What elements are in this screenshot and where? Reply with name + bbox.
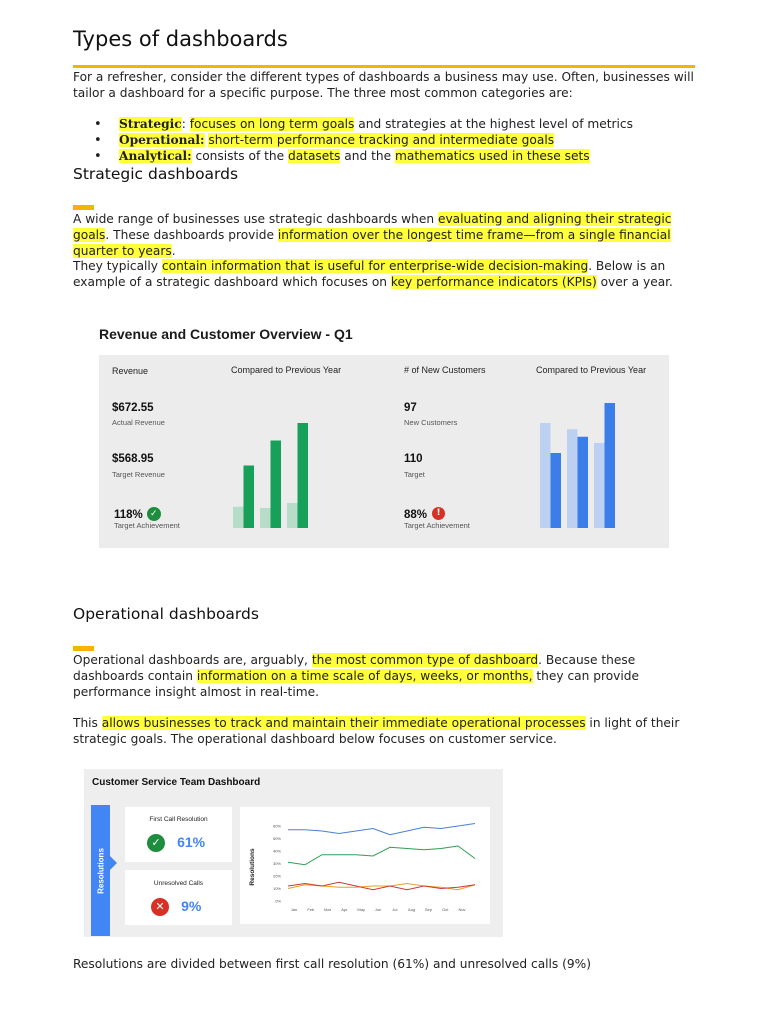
y-tick-label: 60% (272, 823, 281, 829)
category-list (94, 117, 633, 164)
target-customers-label: Target (404, 470, 425, 479)
operational-paragraph-2: This allows businesses to track and maintain their immediate operational processes in light of their strategic goals. The operational dashboard below focuses on customer service. (73, 716, 680, 746)
intro-paragraph: For a refresher, consider the different types of dashboards a business may use. Often, businesses will tailor a dashboard for a specific purpose. The three most common categories are: (73, 70, 694, 100)
bar-current-2 (271, 441, 282, 529)
compare-header-1: Compared to Previous Year (231, 365, 342, 375)
x-tick-label: Jan (290, 907, 298, 912)
series-line-1 (288, 824, 475, 835)
section-accent (73, 646, 94, 651)
x-tick-label: Jun (374, 907, 382, 912)
actual-revenue-value: $672.55 (112, 402, 154, 414)
bar-previous-1 (540, 423, 551, 528)
x-tick-label: May (357, 907, 365, 912)
customers-achievement (404, 503, 445, 522)
y-axis-label: Resolutions (249, 848, 256, 886)
customers-header: # of New Customers (404, 365, 486, 375)
highlighted-text: mathematics used in these sets (394, 148, 590, 163)
new-customers-value: 97 (404, 402, 417, 414)
customer-service-dashboard-title: Customer Service Team Dashboard (92, 777, 261, 788)
side-tab-arrow (110, 856, 117, 870)
strategic-paragraph-1: A wide range of businesses use strategic dashboards when evaluating and aligning their strategic goals. These dashboards provide information over the longest time frame—from a single financial quarter to years. (73, 212, 672, 258)
page-title: Types of dashboards (73, 27, 288, 51)
series-line-2 (288, 846, 475, 865)
bar-previous-3 (287, 503, 298, 528)
revenue-achievement (114, 503, 161, 522)
unresolved-calls-value: 9% (181, 897, 202, 914)
series-line-3 (288, 884, 475, 890)
strategic-paragraph-2: They typically contain information that is useful for enterprise-wide decision-making. Below is an example of a strategic dashboard which focuses on key performance indicators (KPIs) over a year. (73, 259, 673, 289)
y-tick-label: 0% (275, 898, 281, 904)
x-tick-label: Sep (424, 907, 432, 912)
caption: Resolutions are divided between first call resolution (61%) and unresolved calls (9%) (73, 957, 591, 971)
y-tick-label: 10% (272, 886, 281, 891)
revenue-achievement-value: 118% (114, 509, 143, 521)
resolutions-line-chart-svg (240, 807, 490, 924)
x-tick-label: Feb (307, 907, 315, 912)
check-circle-icon: ✓ (147, 507, 161, 521)
bar-previous-1 (233, 507, 244, 528)
first-call-resolution-label: First Call Resolution (149, 816, 208, 823)
first-call-resolution-value: 61% (177, 833, 206, 850)
x-tick-label: Mar (324, 907, 332, 912)
highlighted-text: key performance indicators (KPIs) (390, 275, 597, 289)
revenue-achievement-label: Target Achievement (114, 521, 180, 530)
bar-previous-2 (567, 429, 578, 528)
first-call-resolution-card (125, 807, 232, 862)
revenue-header: Revenue (112, 366, 149, 376)
unresolved-calls-label: Unresolved Calls (153, 880, 204, 887)
operational-heading: Operational dashboards (73, 605, 259, 623)
strategic-heading: Strategic dashboards (73, 165, 239, 183)
revenue-dashboard-panel (99, 355, 669, 548)
alert-icon: ! (432, 507, 445, 520)
x-tick-label: Jul (392, 907, 398, 912)
bar-current-1 (551, 453, 562, 528)
x-tick-label: Aug (408, 907, 416, 912)
highlighted-text: the most common type of dashboard (311, 653, 539, 667)
highlighted-text: information over the longest time frame—from a single financial quarter to years (73, 228, 671, 258)
highlighted-text: short-term performance tracking and intermediate goals (208, 132, 555, 147)
highlighted-text: contain information that is useful for enterprise-wide decision-making (161, 259, 589, 273)
x-tick-label: Apr (341, 907, 348, 912)
category-term: Operational: (119, 132, 205, 147)
target-customers-value: 110 (404, 453, 423, 465)
resolutions-line-chart (240, 807, 490, 924)
bar-current-3 (298, 423, 309, 528)
customers-bar-chart (536, 395, 651, 530)
y-tick-label: 30% (272, 861, 281, 866)
highlighted-text: information on a time scale of days, weeks, or months, (196, 669, 533, 683)
revenue-dashboard-title: Revenue and Customer Overview - Q1 (99, 326, 353, 342)
highlighted-text: allows businesses to track and maintain their immediate operational processes (101, 716, 586, 730)
bar-current-2 (578, 437, 589, 528)
bar-previous-3 (594, 443, 605, 528)
list-item: • Strategic: focuses on long term goals and strategies at the highest level of metrics (94, 117, 633, 133)
x-tick-label: Oct (442, 907, 449, 912)
category-term: Strategic (119, 117, 182, 131)
bar-current-1 (244, 466, 255, 529)
actual-revenue-label: Actual Revenue (112, 418, 165, 427)
customers-achievement-label: Target Achievement (404, 521, 470, 530)
customers-achievement-value: 88% (404, 509, 428, 521)
operational-paragraph-1: Operational dashboards are, arguably, the most common type of dashboard. Because these dashboards contain information on a time scale of days, weeks, or months, they can provide performance insight almost in real-time. (73, 653, 639, 699)
target-revenue-label: Target Revenue (112, 470, 165, 479)
y-tick-label: 50% (272, 836, 281, 841)
y-tick-label: 20% (272, 873, 281, 879)
x-icon: ✕ (151, 898, 169, 916)
y-tick-label: 40% (272, 848, 281, 854)
highlighted-text: datasets (287, 148, 341, 163)
category-term: Analytical: (119, 148, 192, 163)
highlighted-text: evaluating and aligning their strategic goals (73, 212, 672, 242)
list-item (94, 133, 633, 149)
bar-previous-2 (260, 508, 271, 528)
x-tick-label: Nov (458, 907, 466, 912)
title-underline (73, 65, 695, 68)
new-customers-label: New Customers (404, 418, 458, 427)
revenue-bar-chart (229, 395, 344, 530)
unresolved-calls-card (125, 870, 232, 925)
highlighted-text: focuses on long term goals (189, 117, 355, 131)
resolutions-side-tab (91, 805, 110, 936)
compare-header-2: Compared to Previous Year (536, 365, 647, 375)
list-item: • Analytical: consists of the datasets and the mathematics used in these sets (94, 149, 633, 165)
check-icon: ✓ (147, 834, 165, 852)
section-accent (73, 205, 94, 210)
bar-current-3 (605, 403, 616, 528)
resolutions-side-label: Resolutions (96, 847, 105, 894)
target-revenue-value: $568.95 (112, 453, 154, 465)
